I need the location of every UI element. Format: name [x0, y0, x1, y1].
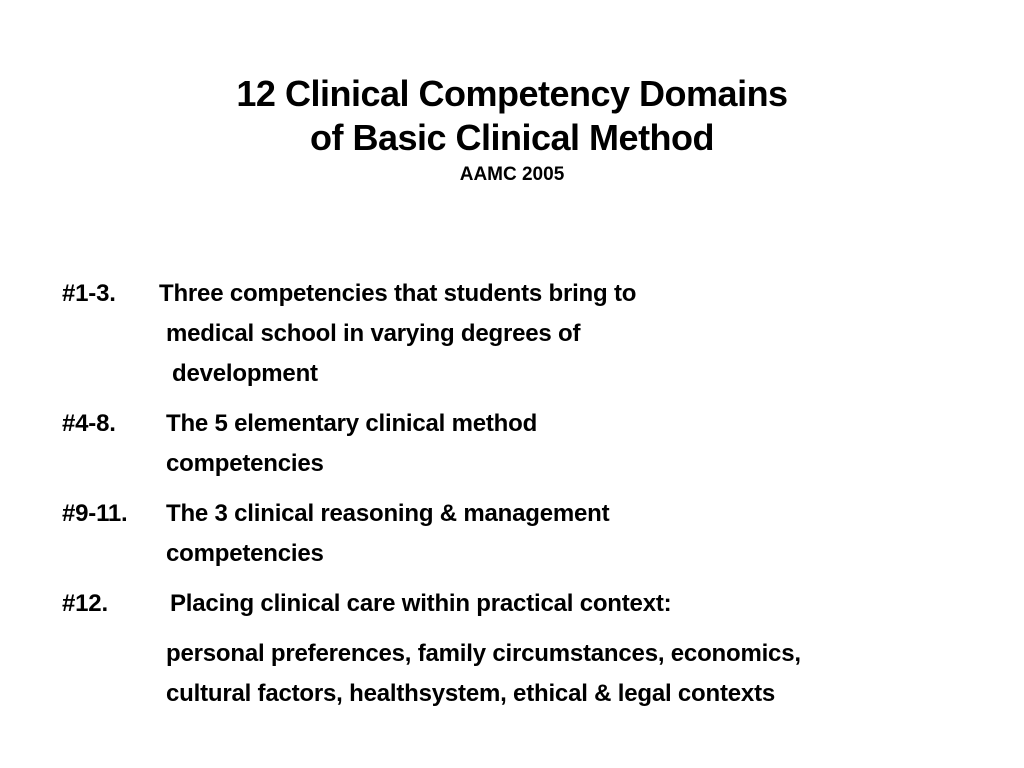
item-text-line: competencies: [166, 450, 324, 477]
list-item-4-8: [62, 404, 1002, 484]
item-detail-line: cultural factors, healthsystem, ethical & legal contexts: [166, 680, 776, 707]
slide-subtitle: AAMC 2005: [459, 164, 565, 185]
item-detail: [62, 634, 1002, 714]
item-number: #4-8.: [62, 410, 116, 437]
item-text-line: Three competencies that students bring to: [159, 280, 637, 307]
list-item-1-3: [62, 274, 1002, 394]
item-number: #1-3.: [62, 280, 116, 307]
slide-title-line-2: of Basic Clinical Method: [309, 117, 715, 158]
item-text-line: competencies: [166, 540, 324, 567]
list-item-9-11: [62, 494, 1002, 574]
item-text-line: medical school in varying degrees of: [166, 320, 581, 347]
item-text-line: The 3 clinical reasoning & management: [166, 500, 610, 527]
item-number: #9-11.: [62, 500, 128, 527]
item-text-line: Placing clinical care within practical context:: [170, 590, 672, 617]
list-item-12: [62, 584, 1002, 714]
item-number: #12.: [62, 590, 108, 617]
item-text-line: The 5 elementary clinical method: [166, 410, 538, 437]
item-text-line: development: [172, 360, 318, 387]
title-block: [0, 72, 1024, 188]
slide-title-line-1: 12 Clinical Competency Domains: [236, 73, 788, 114]
item-detail-line: personal preferences, family circumstances, economics,: [166, 640, 801, 667]
competency-list: [62, 274, 1002, 724]
